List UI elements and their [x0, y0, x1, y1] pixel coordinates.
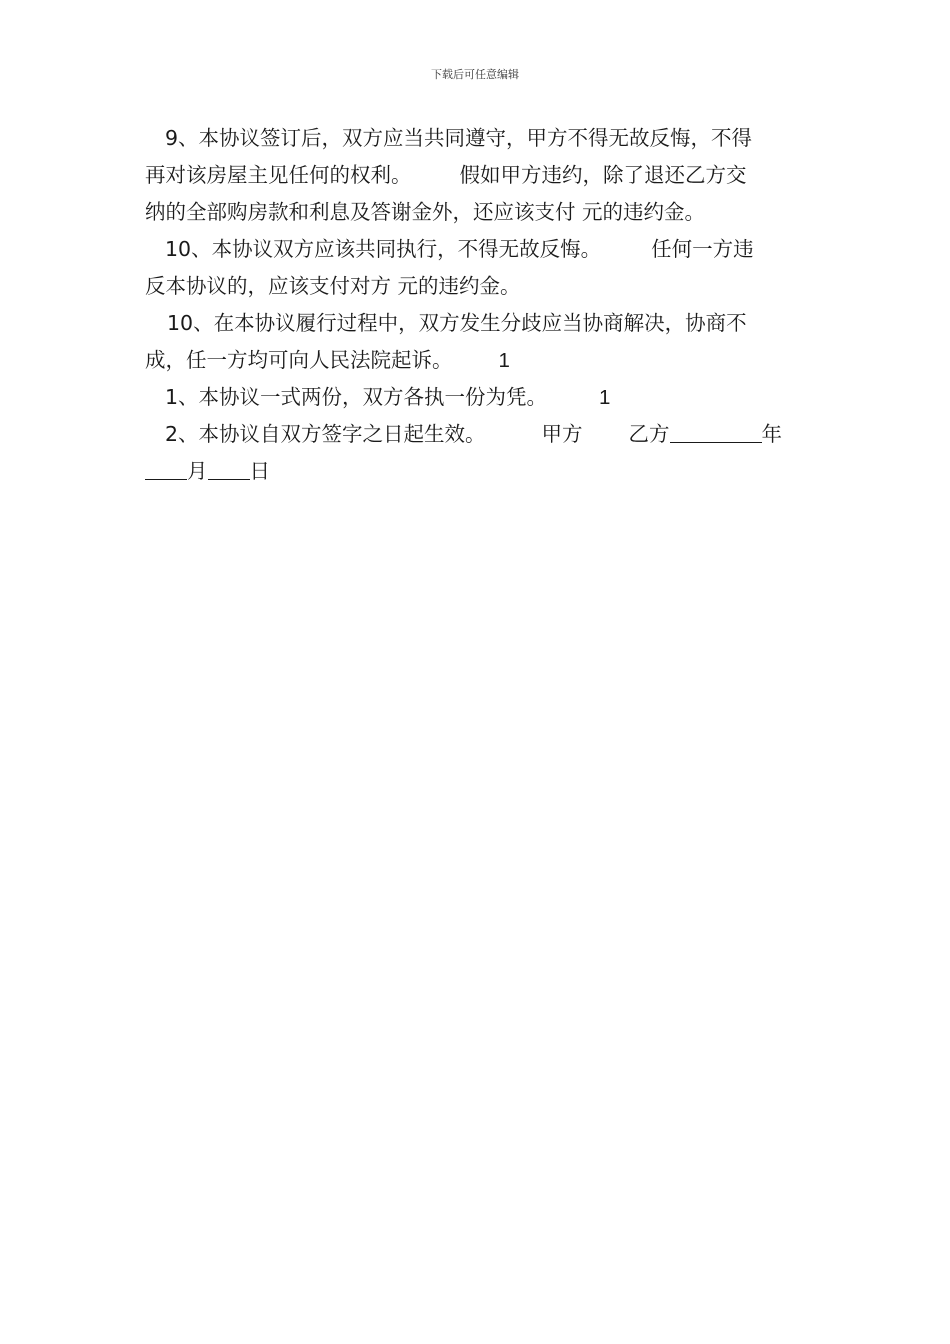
clause-10-a-line-2: 反本协议的，应该支付对方 元的违约金。 — [145, 274, 521, 298]
document-body — [145, 120, 807, 490]
clause-2-line-1 — [145, 416, 807, 453]
year-label: 年 — [761, 422, 783, 446]
month-label: 月 — [187, 459, 208, 483]
clause-1-line — [145, 379, 807, 416]
year-blank — [670, 420, 762, 443]
clause-1-number: 1 — [599, 386, 611, 409]
clause-10-a-line-1-b: 任何一方违 — [651, 237, 754, 261]
clause-9 — [145, 120, 807, 231]
clause-9-line-2 — [145, 157, 807, 194]
clause-9-line-1: 9、本协议签订后，双方应当共同遵守，甲方不得无故反悔，不得 — [165, 126, 753, 150]
clause-9-line-3: 纳的全部购房款和利息及答谢金外，还应该支付 元的违约金。 — [145, 200, 706, 224]
clause-1 — [145, 379, 807, 416]
clause-10-b — [145, 305, 807, 379]
party-a-label: 甲方 — [541, 422, 583, 446]
month-blank — [145, 457, 187, 480]
clause-9-line-2-a: 再对该房屋主见任何的权利。 — [145, 163, 412, 187]
day-blank — [208, 457, 250, 480]
day-label: 日 — [249, 459, 270, 483]
clause-1-text: 1、本协议一式两份，双方各执一份为凭。 — [165, 385, 548, 409]
clause-10-b-line-2 — [145, 342, 807, 379]
clause-9-line-2-b: 假如甲方违约，除了退还乙方交 — [459, 163, 747, 187]
page-header: 下载后可任意编辑 — [431, 68, 519, 81]
clause-2 — [145, 416, 807, 490]
clause-10-b-line-2-a: 成，任一方均可向人民法院起诉。 — [145, 348, 453, 372]
clause-10-a-line-1 — [145, 231, 807, 268]
clause-2-text: 2、本协议自双方签字之日起生效。 — [165, 422, 486, 446]
party-b-label: 乙方 — [628, 422, 670, 446]
clause-2-line-2 — [145, 453, 807, 490]
clause-10-b-line-1: 10、在本协议履行过程中，双方发生分歧应当协商解决，协商不 — [167, 311, 747, 335]
clause-10-a — [145, 231, 807, 305]
clause-10-b-page-number: 1 — [498, 349, 510, 372]
clause-10-a-line-1-a: 10、本协议双方应该共同执行，不得无故反悔。 — [165, 237, 602, 261]
